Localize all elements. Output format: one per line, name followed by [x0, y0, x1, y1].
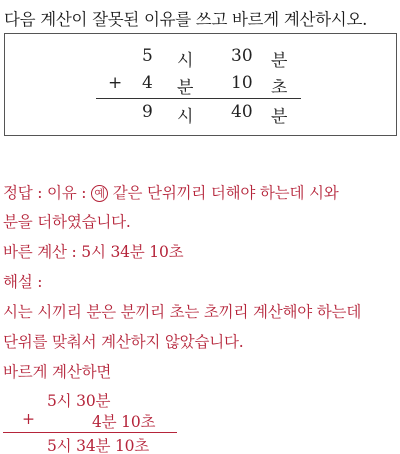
row2-second-unit: 초 — [271, 78, 288, 98]
question-text: 다음 계산이 잘못된 이유를 쓰고 바르게 계산하시오. — [4, 10, 368, 29]
row2-plus: + — [108, 73, 123, 93]
answer-line1 — [3, 181, 339, 203]
explanation-line3: 바르게 계산하면 — [3, 363, 112, 381]
calc-result: 5시 34분 10초 — [47, 437, 150, 454]
row1-minute-unit: 분 — [271, 51, 288, 71]
row3-hour: 9 — [142, 102, 153, 122]
calc-row2: 4분 10초 — [92, 413, 156, 431]
row3-hour-unit: 시 — [177, 107, 194, 127]
answer-label: 정답 : 이유 : — [3, 184, 92, 202]
row2-minute-unit: 분 — [177, 78, 194, 98]
explanation-label: 해설 : — [3, 273, 43, 291]
calc-plus: + — [22, 410, 35, 428]
row2-minute: 4 — [142, 73, 153, 93]
explanation-line1: 시는 시끼리 분은 분끼리 초는 초끼리 계산해야 하는데 — [3, 303, 362, 321]
row1-hour-unit: 시 — [177, 51, 194, 71]
row1-hour: 5 — [142, 46, 153, 66]
calc-sum-line — [3, 432, 177, 433]
correct-calculation: 바른 계산 : 5시 34분 10초 — [3, 243, 184, 261]
example-mark: 예 — [91, 185, 108, 202]
explanation-line2: 단위를 맞춰서 계산하지 않았습니다. — [3, 333, 244, 351]
sum-line — [96, 98, 301, 99]
problem-box — [4, 33, 397, 136]
row1-minute: 30 — [231, 46, 253, 66]
reason-text: 같은 단위끼리 더해야 하는데 시와 — [108, 184, 339, 202]
row3-minute-unit: 분 — [271, 107, 288, 127]
row2-second: 10 — [231, 73, 253, 93]
row3-minute: 40 — [231, 102, 253, 122]
answer-line2: 분을 더하였습니다. — [3, 213, 131, 231]
calc-row1: 5시 30분 — [47, 392, 111, 410]
